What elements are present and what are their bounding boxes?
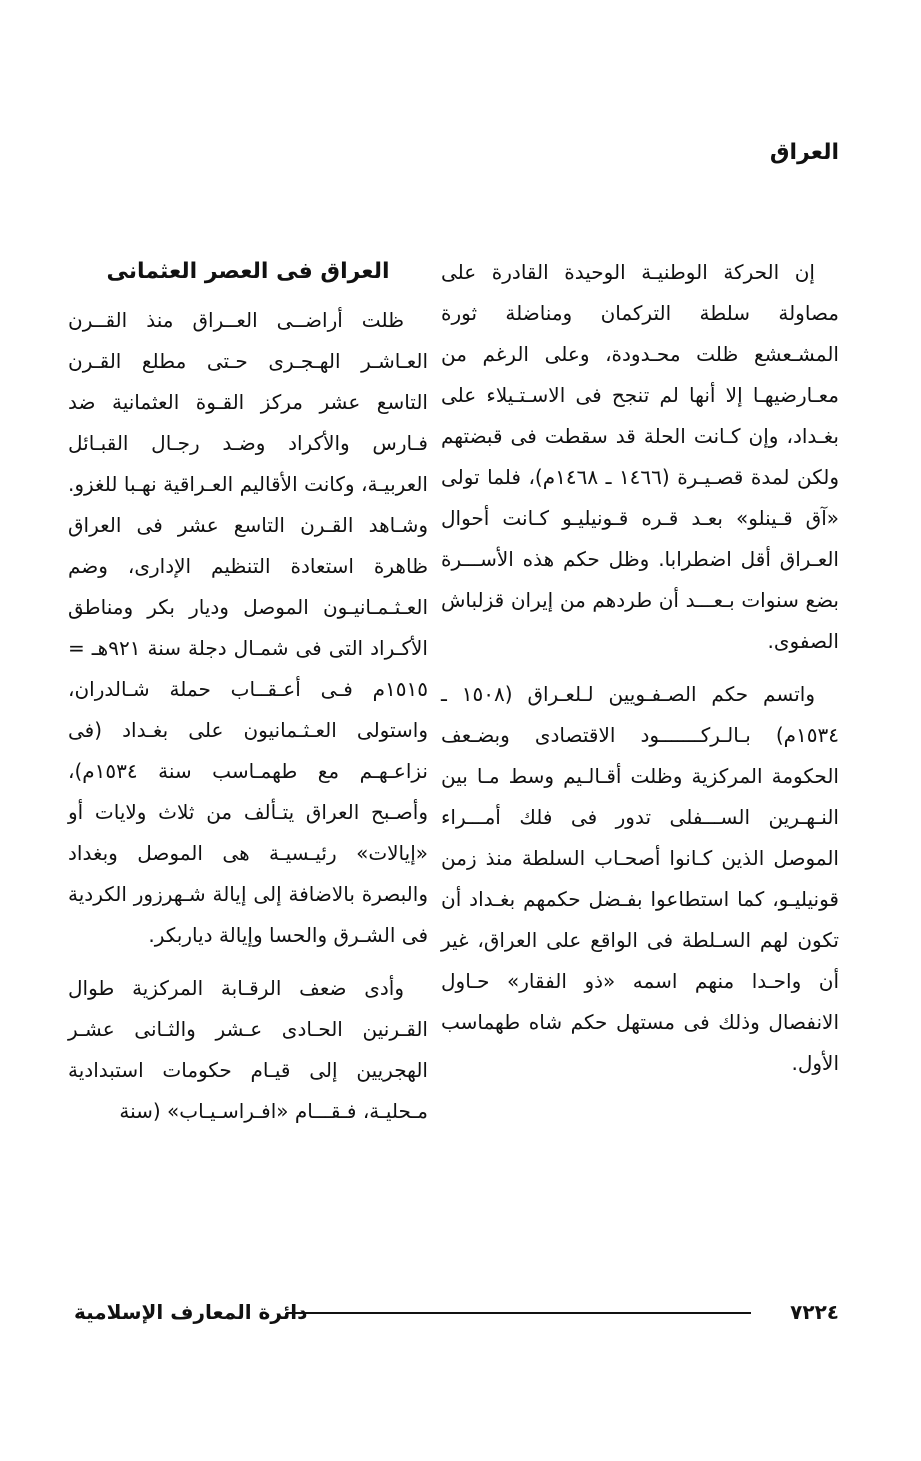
journal-title: دائرة المعارف الإسلامية [74, 1300, 308, 1324]
section-title: العراق فى العصر العثمانى [106, 259, 390, 284]
paragraph: واتسم حكم الصـفـويين لـلعـراق (١٥٠٨ ـ ١٥٣٤م) بـالـركـــــــود الاقتصادى وبضـعف الحكومة المركزية وظلت أقـالـيم وسط مـا بين النـهـرين الســـفلى تدور فى فلك أمـــراء الموصل الذين كـانوا أصحـاب السلطة منذ زمن قونيليـو، كما استطاعوا بفـضل حكمهم بغـداد أن تكون لهم السـلطة فى الواقع على العراق، غير أن واحـدا منهم اسمه «ذو الفقار» حـاول الانفصال وذلك فى مستهل حكم شاه طهماسب الأول. [441, 682, 839, 1075]
page-footer [74, 1294, 839, 1330]
paragraph: وأدى ضعف الرقـابة المركزية طوال القـرنين الحـادى عـشر والثـانى عشـر الهجريين إلى قيـام حكومات استبدادية مـحليـة، فـقـــام «افـراسـيـاب» (سنة [68, 976, 428, 1123]
running-head: العراق [769, 140, 839, 165]
paragraph: إن الحركة الوطنيـة الوحيدة القادرة على مصاولة سلطة التركمان ومناضلة ثورة المشـعشع ظلت محـدودة، وعلى الرغم من معـارضيهـا إلا أنها لم تنجح فى الاسـتـيلاء على بغـداد، وإن كـانت الحلة قد سقطت فى قبضتهم ولكن لمدة قصـيـرة (١٤٦٦ ـ ١٤٦٨م)، فلما تولى «آق قـينلو» بعـد قـره قـونيليـو كـانت أحوال العـراق أقل اضطرابا. وظل حكم هذه الأســـرة بضع سنوات بـعـــد أن طردهم من إيران قزلباش الصفوى. [441, 260, 840, 653]
page-number: ٧٢٢٤ [790, 1300, 839, 1324]
left-column [68, 252, 428, 1132]
paragraph: ظلت أراضــى العــراق منذ القــرن العـاشـر الهـجـرى حـتى مطلع القـرن التاسع عشر مركز القـوة العثمانية ضد فـارس والأكراد وضـد رجـال القبـائل العربيـة، وكانت الأقاليم العـراقية نهـبا للغزو. وشـاهد القـرن التاسع عشر فى العراق ظاهرة استعادة التنظيم الإدارى، وضم العـثـمـانيـون الموصل وديار بكر ومناطق الأكـراد التى فى شمـال دجلة سنة ٩٢١هـ = ١٥١٥م فـى أعـقــاب حملة شـالدران، واستولى العـثـمانيون على بغـداد (فى نزاعـهـم مع طهمـاسب سنة ١٥٣٤م)، وأصـبح العراق يتـألف من ثلاث ولايات أو «إيالات» رئيـسيـة هى الموصل وبغداد والبصرة بالاضافة إلى إيالة شـهرزور الكردية فى الشـرق والحسا وإيالة دياربكر. [68, 308, 428, 947]
footer-divider [286, 1312, 751, 1314]
right-column [441, 252, 839, 1084]
